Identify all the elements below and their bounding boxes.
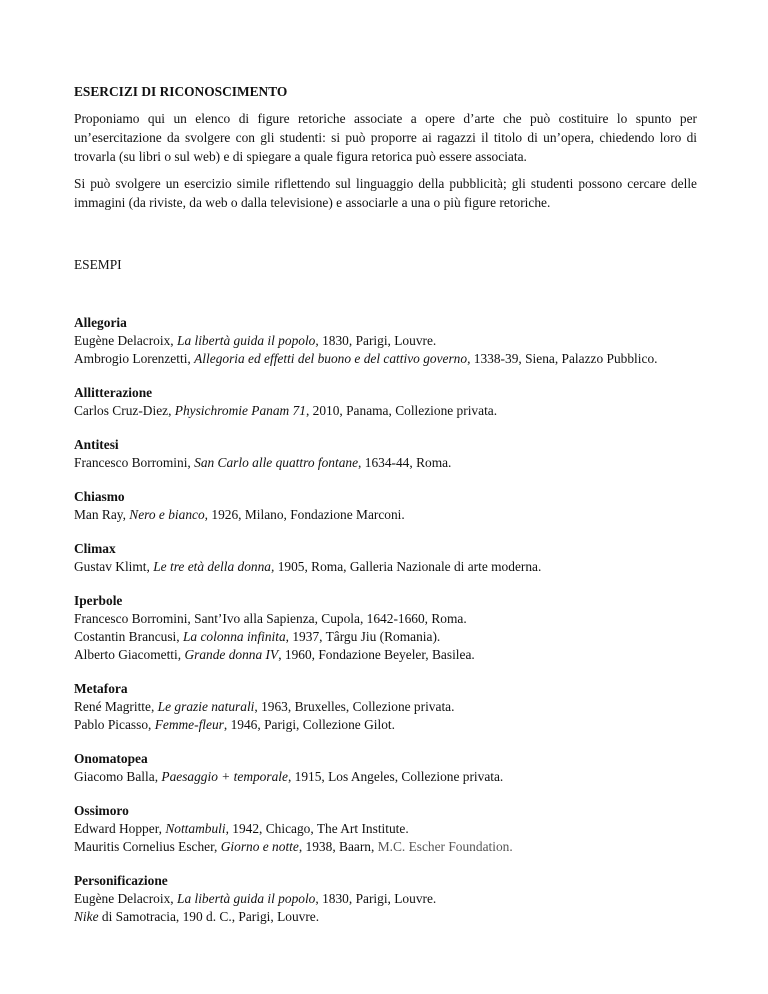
- artwork-line: [74, 350, 697, 368]
- document-title: ESERCIZI DI RICONOSCIMENTO: [74, 84, 288, 99]
- artwork-author: Gustav Klimt,: [74, 559, 154, 574]
- intro-paragraph: Proponiamo qui un elenco di figure retoriche associate a opere d’arte che può costituire lo spunto per un’esercitazione da svolgere con gli studenti: si può proporre ai ragazzi il titolo di un’opera, chiedendo loro di trovarla (su libri o sul web) e di spiegare a quale figura retorica può essere associata.: [74, 111, 697, 164]
- document-page: [74, 82, 697, 942]
- artwork-line: [74, 698, 697, 716]
- figure-name: Antitesi: [74, 437, 119, 452]
- artwork-title: Giorno e notte: [220, 839, 299, 854]
- artwork-author: Eugène Delacroix,: [74, 891, 177, 906]
- artwork-line: [74, 838, 697, 856]
- artwork-title: Physichromie Panam 71: [174, 403, 306, 418]
- artwork-details: 1905, Roma, Galleria Nazionale di arte moderna.: [274, 559, 542, 574]
- artwork-details: , 1937, Târgu Jiu (Romania).: [285, 629, 441, 644]
- artwork-line: [74, 908, 697, 926]
- artwork-collection: M.C. Escher Foundation.: [377, 839, 513, 854]
- figure-entry: [74, 750, 697, 786]
- artwork-title: La libertà guida il popolo: [177, 333, 316, 348]
- figure-entry: [74, 540, 697, 576]
- artwork-author: Costantin Brancusi,: [74, 629, 183, 644]
- artwork-details: , 1926, Milano, Fondazione Marconi.: [204, 507, 405, 522]
- artwork-title: La libertà guida il popolo: [177, 891, 316, 906]
- artwork-line: [74, 646, 697, 664]
- figure-entry: [74, 384, 697, 420]
- artwork-title: Femme-fleur: [154, 717, 224, 732]
- artwork-title: San Carlo alle quattro fontane: [194, 455, 359, 470]
- artwork-details: di Samotracia, 190 d. C., Parigi, Louvre.: [98, 909, 320, 924]
- artwork-line: [74, 628, 697, 646]
- artwork-title: Le grazie naturali: [157, 699, 255, 714]
- figure-name: Allitterazione: [74, 385, 153, 400]
- figure-name: Ossimoro: [74, 803, 129, 818]
- artwork-details: , 1938, Baarn,: [298, 839, 378, 854]
- figure-name: Chiasmo: [74, 489, 125, 504]
- artwork-author: Man Ray,: [74, 507, 130, 522]
- artwork-author: Francesco Borromini, Sant’Ivo alla Sapienza, Cupola, 1642-1660, Roma.: [74, 611, 467, 626]
- artwork-line: [74, 506, 697, 524]
- artwork-author: Ambrogio Lorenzetti,: [74, 351, 195, 366]
- figure-entry: [74, 488, 697, 524]
- artwork-author: Giacomo Balla,: [74, 769, 162, 784]
- figure-entry: [74, 872, 697, 926]
- artwork-title: La colonna infinita: [182, 629, 286, 644]
- section-label: ESEMPI: [74, 257, 122, 272]
- figure-entry: [74, 436, 697, 472]
- artwork-details: , 1946, Parigi, Collezione Gilot.: [223, 717, 395, 732]
- artwork-line: [74, 716, 697, 734]
- artwork-author: Edward Hopper,: [74, 821, 166, 836]
- artwork-details: , 1634-44, Roma.: [358, 455, 452, 470]
- artwork-line: [74, 610, 697, 628]
- artwork-line: [74, 402, 697, 420]
- figure-name: Onomatopea: [74, 751, 148, 766]
- artwork-title: Grande donna IV: [184, 647, 279, 662]
- figure-entry: [74, 592, 697, 664]
- artwork-line: [74, 768, 697, 786]
- artwork-title: Paesaggio + temporale: [161, 769, 288, 784]
- artwork-details: , 1915, Los Angeles, Collezione privata.: [287, 769, 504, 784]
- artwork-author: Francesco Borromini,: [74, 455, 195, 470]
- figure-name: Personificazione: [74, 873, 168, 888]
- artwork-author: Pablo Picasso,: [74, 717, 155, 732]
- artwork-author: Alberto Giacometti,: [74, 647, 185, 662]
- artwork-line: [74, 332, 697, 350]
- artwork-line: [74, 890, 697, 908]
- artwork-details: , 1338-39, Siena, Palazzo Pubblico.: [467, 351, 658, 366]
- artwork-title: Nottambuli: [165, 821, 226, 836]
- artwork-author: René Magritte,: [74, 699, 158, 714]
- figure-name: Iperbole: [74, 593, 123, 608]
- artwork-line: [74, 820, 697, 838]
- figures-list: [74, 314, 697, 926]
- figure-entry: [74, 680, 697, 734]
- artwork-details: , 1942, Chicago, The Art Institute.: [225, 821, 409, 836]
- intro-paragraph: Si può svolgere un esercizio simile riflettendo sul linguaggio della pubblicità; gli studenti possono cercare delle immagini (da riviste, da web o dalla televisione) e associarle a una o più figure retoriche.: [74, 176, 697, 210]
- artwork-details: , 1830, Parigi, Louvre.: [315, 333, 437, 348]
- artwork-author: Carlos Cruz-Diez,: [74, 403, 175, 418]
- artwork-title: Nero e bianco: [129, 507, 205, 522]
- artwork-details: , 2010, Panama, Collezione privata.: [305, 403, 498, 418]
- artwork-title: Nike: [74, 909, 99, 924]
- artwork-details: , 1963, Bruxelles, Collezione privata.: [254, 699, 455, 714]
- artwork-details: , 1830, Parigi, Louvre.: [315, 891, 437, 906]
- figure-entry: [74, 802, 697, 856]
- artwork-details: , 1960, Fondazione Beyeler, Basilea.: [278, 647, 475, 662]
- artwork-author: Eugène Delacroix,: [74, 333, 177, 348]
- artwork-author: Mauritis Cornelius Escher,: [74, 839, 221, 854]
- figure-name: Climax: [74, 541, 116, 556]
- artwork-title: Le tre età della donna,: [153, 559, 275, 574]
- artwork-line: [74, 454, 697, 472]
- artwork-line: [74, 558, 697, 576]
- figure-name: Allegoria: [74, 315, 127, 330]
- figure-name: Metafora: [74, 681, 128, 696]
- figure-entry: [74, 314, 697, 368]
- artwork-title: Allegoria ed effetti del buono e del cattivo governo: [194, 351, 468, 366]
